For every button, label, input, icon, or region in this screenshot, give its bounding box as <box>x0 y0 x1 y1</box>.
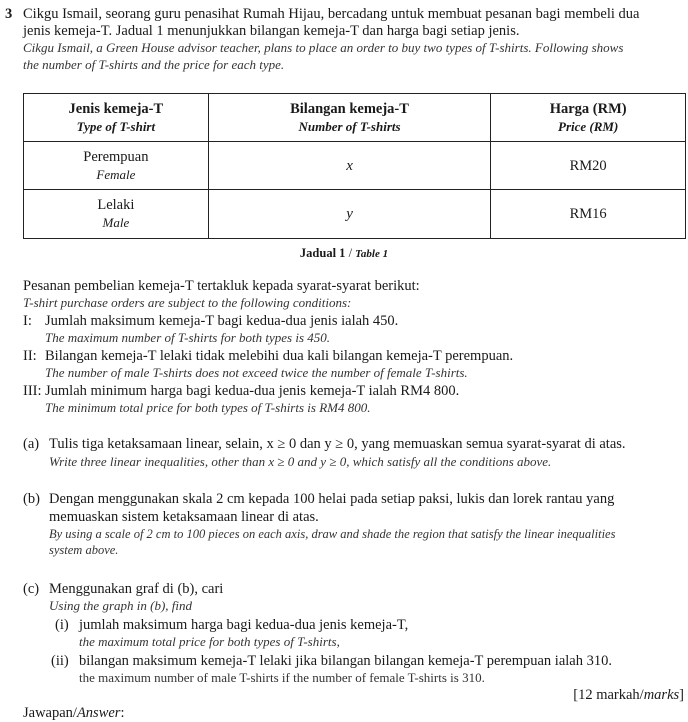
header-type: Jenis kemeja-T Type of T-shirt <box>24 94 209 142</box>
condition-ms: Jumlah minimum harga bagi kedua-dua jenis kemeja-T ialah RM4 800. <box>45 383 460 399</box>
header-number: Bilangan kemeja-T Number of T-shirts <box>208 94 491 142</box>
header-price: Harga (RM) Price (RM) <box>491 94 686 142</box>
part-b-ms-line-2: memuaskan sistem ketaksamaan linear di atas. <box>49 509 319 525</box>
cell-number-female: x <box>208 142 491 190</box>
conditions-intro-ms: Pesanan pembelian kemeja-T tertakluk kepada syarat-syarat berikut: <box>23 278 420 294</box>
marks-label: [12 markah/marks] <box>573 687 684 703</box>
part-c-ii-ms: bilangan maksimum kemeja-T lelaki jika bilangan bilangan kemeja-T perempuan ialah 310. <box>79 653 612 669</box>
answer-label: Jawapan/Answer: <box>23 705 125 721</box>
cell-price-male: RM16 <box>491 190 686 239</box>
condition-ms: Jumlah maksimum kemeja-T bagi kedua-dua jenis ialah 450. <box>45 313 399 329</box>
table-row <box>24 190 686 239</box>
cell-price-female: RM20 <box>491 142 686 190</box>
intro-en-line-2: the number of T-shirts and the price for each type. <box>23 57 285 72</box>
intro-ms-line-1: Cikgu Ismail, seorang guru penasihat Rumah Hijau, bercadang untuk membuat pesanan bagi membeli dua <box>23 6 640 22</box>
table-row <box>24 142 686 190</box>
condition-label: II: <box>23 348 37 364</box>
condition-en: The minimum total price for both types of T-shirts is RM4 800. <box>45 400 371 415</box>
part-a-en: Write three linear inequalities, other than x ≥ 0 and y ≥ 0, which satisfy all the conditions above. <box>49 454 552 469</box>
intro-en-line-1: Cikgu Ismail, a Green House advisor teacher, plans to place an order to buy two types of T-shirts. Following shows <box>23 40 624 55</box>
condition-en: The number of male T-shirts does not exceed twice the number of female T-shirts. <box>45 365 468 380</box>
part-c-label: (c) <box>23 581 40 597</box>
part-b-label: (b) <box>23 491 40 507</box>
part-b-en-line-2: system above. <box>49 543 119 557</box>
table-caption: Jadual 1 / Table 1 <box>299 246 389 260</box>
part-a-label: (a) <box>23 436 40 452</box>
intro-ms-line-2: jenis kemeja-T. Jadual 1 menunjukkan bilangan kemeja-T dan harga bagi setiap jenis. <box>23 23 520 39</box>
part-c-ii-en: the maximum number of male T-shirts if the number of female T-shirts is 310. <box>79 670 485 685</box>
part-c-i-en: the maximum total price for both types of T-shirts, <box>79 634 340 649</box>
part-c-ii-label: (ii) <box>51 653 69 669</box>
condition-en: The maximum number of T-shirts for both types is 450. <box>45 330 331 345</box>
condition-ms: Bilangan kemeja-T lelaki tidak melebihi dua kali bilangan kemeja-T perempuan. <box>45 348 514 364</box>
condition-label: I: <box>23 313 32 329</box>
part-c-en: Using the graph in (b), find <box>49 598 192 613</box>
part-a-ms: Tulis tiga ketaksamaan linear, selain, x ≥ 0 dan y ≥ 0, yang memuaskan semua syarat-syarat di atas. <box>49 436 626 452</box>
part-c-i-ms: jumlah maksimum harga bagi kedua-dua jenis kemeja-T, <box>79 617 409 633</box>
conditions-intro-en: T-shirt purchase orders are subject to the following conditions: <box>23 295 352 310</box>
part-c-ms: Menggunakan graf di (b), cari <box>49 581 224 597</box>
table-header-row <box>24 94 686 142</box>
condition-label: III: <box>23 383 42 399</box>
part-b-en-line-1: By using a scale of 2 cm to 100 pieces on each axis, draw and shade the region that satisfy the linear inequalities <box>49 527 616 541</box>
part-b-ms-line-1: Dengan menggunakan skala 2 cm kepada 100 helai pada setiap paksi, lukis dan lorek rantau yang <box>49 491 615 507</box>
question-number: 3 <box>5 6 13 22</box>
cell-type-female: Perempuan Female <box>24 142 209 190</box>
cell-type-male: Lelaki Male <box>24 190 209 239</box>
table-1 <box>23 93 686 239</box>
part-c-i-label: (i) <box>55 617 69 633</box>
cell-number-male: y <box>208 190 491 239</box>
